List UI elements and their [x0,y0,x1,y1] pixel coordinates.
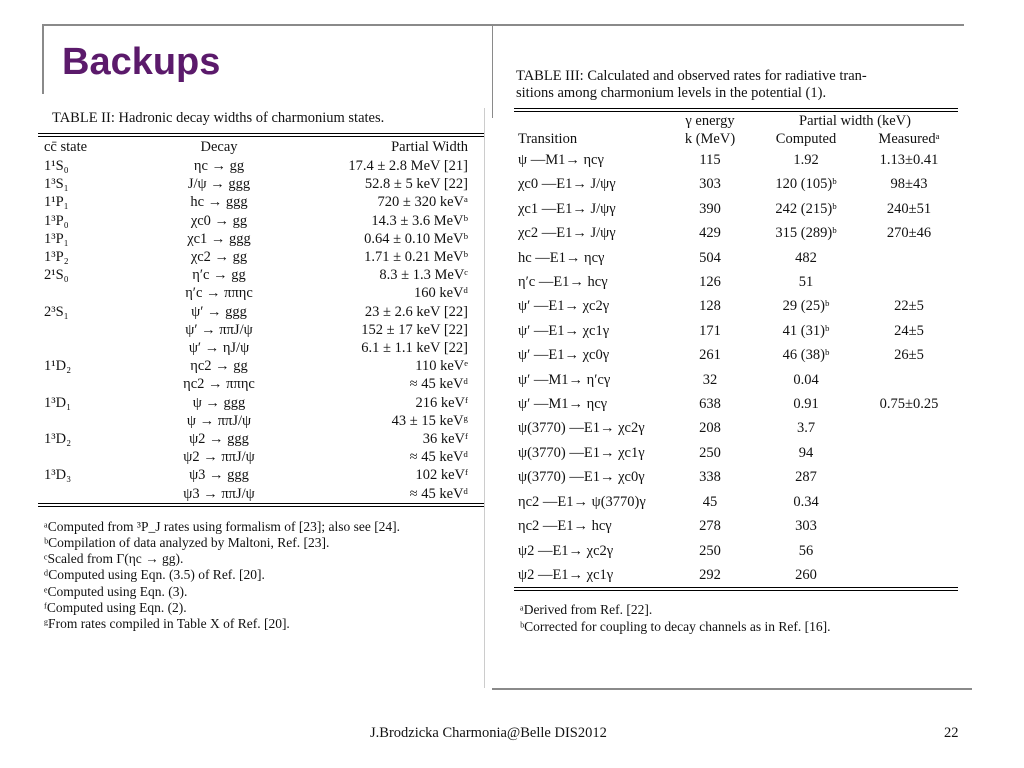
table2-cell-width: ≈ 45 keVᵈ [409,376,468,393]
table3-cell-computed: 0.91 [793,396,819,413]
table-row [38,157,484,175]
table3-cell-measured: 0.75±0.25 [879,396,939,413]
table-row [38,175,484,193]
table3-cell-measured: 24±5 [894,322,924,339]
table2-cell-decay: ψ3 → ggg [189,467,249,484]
table3-cell-k: 303 [699,176,721,193]
table2 [38,137,484,503]
table2-cell-width: 52.8 ± 5 keV [22] [364,176,468,193]
table3-cell-transition: ψ —M1→ ηcγ [518,152,604,168]
table3-cell-k: 638 [699,396,721,413]
page-number: 22 [944,725,959,741]
table2-cell-state: 1¹P₁ [44,194,69,211]
table-row [514,368,958,392]
table3-cell-computed: 482 [795,249,817,266]
table-row [38,248,484,266]
table2-header-decay: Decay [200,139,238,155]
table2-cell-decay: ηc → gg [193,158,245,174]
table3-header-measured: Measuredᵃ [878,131,940,147]
table3-cell-computed: 242 (215)ᵇ [775,200,837,217]
table2-cell-decay: ψ′ → ggg [191,303,247,320]
table3-footnote: ᵇCorrected for coupling to decay channels as in Ref. [16]. [520,619,831,635]
table3-cell-computed: 120 (105)ᵇ [775,176,837,193]
table3-cell-measured [860,441,958,465]
table-row [514,514,958,538]
table3-bottom-rule [514,587,958,591]
table3-cell-k: 338 [699,469,721,486]
table-row [38,394,484,412]
table3-cell-computed: 94 [798,444,814,461]
table-row [38,339,484,357]
table3-cell-measured [860,246,958,270]
table2-cell-width: 17.4 ± 2.8 MeV [21] [348,158,468,174]
table3-cell-computed: 1.92 [793,152,819,168]
table-row [514,539,958,563]
table-row [38,357,484,375]
table-row [38,212,484,230]
table3-header-row-1 [514,112,958,130]
table2-cell-state [38,412,119,430]
table3-cell-k: 292 [699,566,721,583]
table-row [38,448,484,466]
table3-cell-computed: 51 [798,274,814,291]
slide-title: Backups [62,41,221,83]
table-row [38,284,484,302]
table-row [514,319,958,343]
table2-cell-width: 152 ± 17 keV [22] [361,321,468,338]
table-radiative-transitions [514,68,958,635]
table2-cell-decay: η′c → ππηc [185,285,253,302]
table-hadronic-decay-widths [38,110,484,632]
table-row [38,303,484,321]
table2-cell-decay: χc2 → gg [190,249,248,266]
table3-cell-transition: ψ2 —E1→ χc2γ [518,542,614,559]
table2-cell-width: 23 ± 2.6 keV [22] [364,303,468,320]
table2-footnote: ᵇCompilation of data analyzed by Maltoni, Ref. [23]. [44,535,330,551]
table3-cell-computed: 0.34 [793,493,819,510]
table-row [514,416,958,440]
table2-cell-state: 1¹S₀ [44,158,69,174]
table3-cell-computed: 56 [798,542,814,559]
table3-cell-transition: ψ2 —E1→ χc1γ [518,566,614,583]
table3-header-gamma-energy: γ energy [685,113,735,129]
table2-cell-width: 1.71 ± 0.21 MeVᵇ [364,249,468,266]
table2-cell-width: 102 keVᶠ [415,467,468,484]
table-row [514,172,958,196]
table-row [38,375,484,393]
table2-cell-decay: χc0 → gg [190,212,248,229]
table2-cell-width: 216 keVᶠ [415,394,468,411]
table3-cell-transition: χc0 —E1→ J/ψγ [518,176,616,193]
table-row [514,148,958,172]
table-row [38,230,484,248]
table3 [514,112,958,587]
table2-cell-width: ≈ 45 keVᵈ [409,485,468,502]
table3-cell-k: 261 [699,347,721,364]
table2-cell-state [38,284,119,302]
table-row [514,197,958,221]
table2-footnote: ᵃComputed from ³P_J rates using formalism of [23]; also see [24]. [44,518,401,534]
table3-cell-measured [860,539,958,563]
table3-cell-measured [860,368,958,392]
table3-cell-k: 250 [699,444,721,461]
table3-header-computed: Computed [775,131,837,147]
table3-caption-line2: sitions among charmonium levels in the potential (1). [516,85,827,101]
table3-cell-measured [860,490,958,514]
table2-cell-decay: ψ3 → ππJ/ψ [183,485,255,502]
table-row [38,466,484,484]
table3-cell-transition: ηc2 —E1→ hcγ [518,518,612,535]
table2-cell-state: 2³S₁ [44,303,69,320]
table3-cell-k: 390 [699,200,721,217]
table3-cell-computed: 315 (289)ᵇ [775,225,837,242]
table3-cell-k: 115 [699,152,721,168]
table-row [514,246,958,270]
table2-cell-state: 1³D₃ [44,467,72,484]
table2-cell-width: 110 keVᵉ [415,358,468,375]
table3-cell-transition: ηc2 —E1→ ψ(3770)γ [518,493,646,510]
slide-frame-divider [492,24,493,118]
table3-cell-computed: 3.7 [796,420,816,437]
table2-caption: TABLE II: Hadronic decay widths of charmonium states. [52,110,385,126]
table2-cell-width: 43 ± 15 keVᵍ [391,412,468,429]
table3-caption-line1: TABLE III: Calculated and observed rates for radiative tran- [516,68,867,84]
table3-body [514,148,958,587]
table3-cell-measured: 98±43 [890,176,928,193]
table-row [514,294,958,318]
table3-cell-transition: ψ(3770) —E1→ χc2γ [518,420,645,437]
table-row [38,266,484,284]
table3-caption [514,68,958,102]
table2-cell-state: 1¹D₂ [44,358,72,375]
table-row [38,193,484,211]
table3-cell-transition: ψ(3770) —E1→ χc1γ [518,444,645,461]
table2-cell-state [38,375,119,393]
table3-cell-transition: ψ(3770) —E1→ χc0γ [518,469,645,486]
table-row [38,412,484,430]
table2-cell-decay: hc → ggg [190,194,248,211]
table3-footnotes [514,601,958,635]
table3-cell-computed: 29 (25)ᵇ [782,298,830,315]
table2-header-width: Partial Width [391,139,468,155]
table2-header-state: cc̄ state [44,139,88,155]
table2-cell-decay: χc1 → ggg [187,230,251,247]
table2-cell-decay: ψ2 → ππJ/ψ [183,449,255,466]
table2-cell-state: 1³D₂ [44,431,72,448]
table2-cell-decay: ψ′ → ππJ/ψ [185,321,253,338]
table3-cell-k: 504 [699,249,721,266]
table3-cell-measured [860,416,958,440]
table3-header-k: k (MeV) [684,131,736,147]
table3-cell-computed: 46 (38)ᵇ [782,347,830,364]
table-row [514,221,958,245]
table2-cell-decay: ψ → ππJ/ψ [186,412,252,429]
table2-footnote: ᵍFrom rates compiled in Table X of Ref. [20]. [44,616,290,632]
table-row [514,465,958,489]
table2-cell-state: 1³D₁ [44,394,72,411]
table2-cell-width: 6.1 ± 1.1 keV [22] [361,340,468,357]
table3-cell-measured [860,270,958,294]
table3-cell-k: 45 [702,493,718,510]
table3-cell-measured [860,563,958,587]
table2-cell-decay: J/ψ → ggg [187,176,251,193]
table2-cell-state: 1³P₁ [44,230,69,247]
table3-cell-computed: 287 [795,469,817,486]
table3-footnote: ᵃDerived from Ref. [22]. [520,602,653,618]
table3-cell-transition: ψ′ —M1→ ηcγ [518,396,608,413]
table2-footnote: ᵉComputed using Eqn. (3). [44,583,188,599]
table3-cell-computed: 0.04 [793,371,819,388]
table3-header-row-2 [514,130,958,148]
table2-cell-state [38,448,119,466]
table3-cell-transition: χc2 —E1→ J/ψγ [518,225,616,242]
table2-cell-state [38,321,119,339]
table-row [38,321,484,339]
table3-cell-transition: ψ′ —E1→ χc1γ [518,322,610,339]
table3-cell-measured: 26±5 [894,347,924,364]
table3-cell-measured [860,514,958,538]
table-row [38,485,484,503]
table2-cell-width: ≈ 45 keVᵈ [409,449,468,466]
table3-cell-k: 32 [702,371,718,388]
table-row [514,270,958,294]
table2-header-row [38,137,484,157]
table2-cell-width: 36 keVᶠ [422,431,468,448]
table3-cell-measured: 22±5 [894,298,924,315]
table2-cell-decay: ψ → ggg [192,394,246,411]
table2-cell-state: 1³S₁ [44,176,69,193]
table3-cell-measured [860,465,958,489]
table3-cell-computed: 41 (31)ᵇ [782,322,830,339]
table2-body [38,157,484,503]
table3-cell-k: 171 [699,322,721,339]
table3-cell-k: 429 [699,225,721,242]
table3-cell-measured: 270±46 [886,225,932,242]
table-row [514,563,958,587]
bottom-rule [492,688,972,690]
table3-cell-measured: 240±51 [886,200,932,217]
table2-cell-width: 0.64 ± 0.10 MeVᵇ [364,230,468,247]
footer-credit: J.Brodzicka Charmonia@Belle DIS2012 [370,725,607,741]
table-row [514,343,958,367]
table2-cell-decay: ηc2 → gg [190,358,248,375]
table2-footnotes [38,519,484,632]
table2-footnote: ᶜScaled from Γ(ηc → gg). [44,551,184,567]
table2-bottom-rule [38,503,484,507]
table2-cell-decay: η′c → gg [192,267,246,284]
table3-cell-k: 278 [699,518,721,535]
table3-cell-k: 126 [699,274,721,291]
table2-cell-decay: ηc2 → ππηc [183,376,255,393]
table2-footnote: ᶠComputed using Eqn. (2). [44,599,187,615]
table3-header-transition: Transition [518,131,578,147]
table3-cell-transition: hc —E1→ ηcγ [518,249,605,266]
table3-cell-k: 208 [699,420,721,437]
table-row [514,490,958,514]
table3-cell-transition: ψ′ —M1→ η′cγ [518,371,611,388]
table2-cell-width: 8.3 ± 1.3 MeVᶜ [379,267,468,284]
table2-footnote: ᵈComputed using Eqn. (3.5) of Ref. [20]. [44,567,265,583]
table3-cell-k: 250 [699,542,721,559]
table2-cell-state [38,485,119,503]
slide-frame-top [42,24,964,26]
table2-cell-decay: ψ2 → ggg [189,431,249,448]
table2-cell-state [38,339,119,357]
table2-cell-decay: ψ′ → ηJ/ψ [188,340,250,357]
table-row [514,441,958,465]
table3-header-partial-width: Partial width (keV) [799,113,911,129]
table2-cell-width: 160 keVᵈ [413,285,468,302]
table3-cell-computed: 303 [795,518,817,535]
table3-cell-computed: 260 [795,566,817,583]
table-row [38,430,484,448]
table-row [514,392,958,416]
table3-cell-transition: χc1 —E1→ J/ψγ [518,200,616,217]
table3-cell-transition: ψ′ —E1→ χc2γ [518,298,610,315]
table3-cell-measured: 1.13±0.41 [879,152,939,168]
table3-cell-k: 128 [699,298,721,315]
table2-cell-state: 1³P₀ [44,212,69,229]
table2-cell-state: 2¹S₀ [44,267,69,284]
table3-cell-transition: η′c —E1→ hcγ [518,274,608,291]
table2-cell-state: 1³P₂ [44,249,69,266]
table2-cell-width: 720 ± 320 keVᵃ [377,194,468,211]
table2-cell-width: 14.3 ± 3.6 MeVᵇ [371,212,468,229]
panel-divider [484,108,485,688]
table3-cell-transition: ψ′ —E1→ χc0γ [518,347,610,364]
slide-frame-left [42,24,44,94]
